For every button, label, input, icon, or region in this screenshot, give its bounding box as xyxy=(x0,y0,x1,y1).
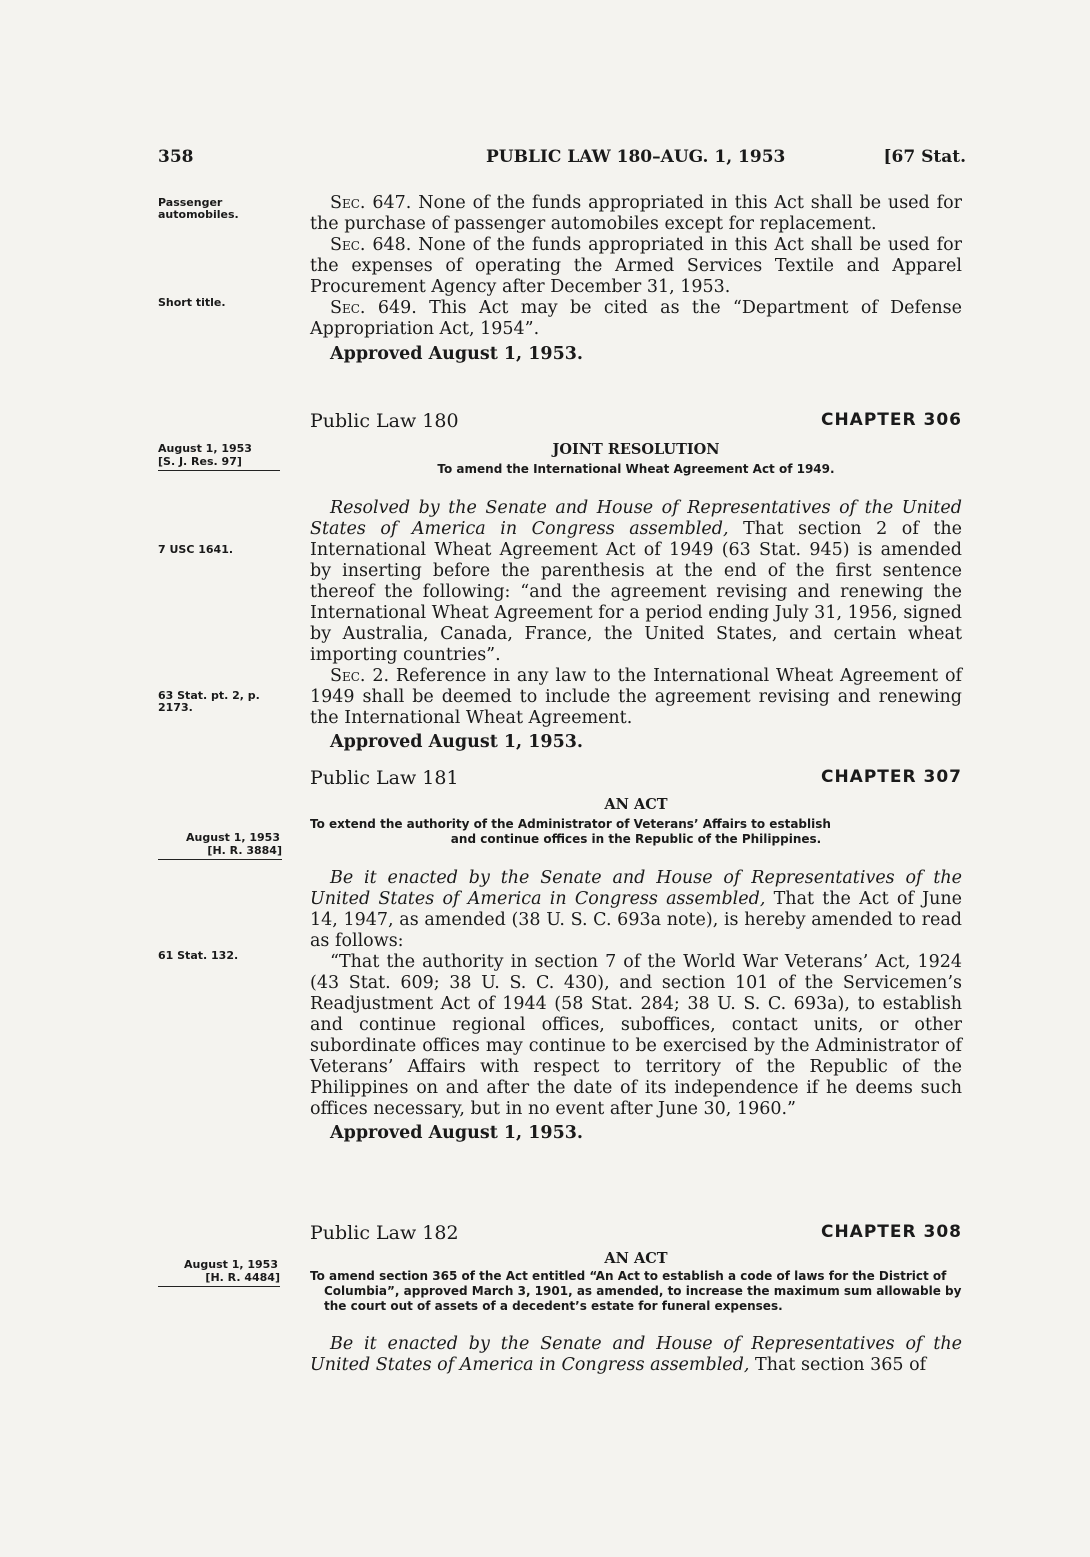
side-note-63-stat: 63 Stat. pt. 2, p. 2173. xyxy=(158,689,260,714)
section-2: Sec. 2. Reference in any law to the International Wheat Agreement of 1949 shall be deemed to include the agreement revising and renewing the International Wheat Agreement. xyxy=(310,666,962,728)
side-note-pl181-hr: [H. R. 3884] xyxy=(158,845,282,860)
approved-date: Approved August 1, 1953. xyxy=(330,732,584,752)
side-note-pl182-hr: [H. R. 4484] xyxy=(158,1272,280,1287)
document-type: AN ACT xyxy=(604,796,668,813)
enacting-clause: Be it enacted by the Senate and House of Representatives of the United States of America in Congress assembled, That the Act of June 14, 1947, as amended (38 U. S. C. 693a note), is hereby amended to read as follows: xyxy=(310,868,962,951)
approved-date: Approved August 1, 1953. xyxy=(330,344,584,364)
side-note-pl181-date: August 1, 1953 xyxy=(186,831,280,844)
public-law-181 xyxy=(310,767,962,1144)
law-number: Public Law 180 xyxy=(310,410,459,432)
document-type: JOINT RESOLUTION xyxy=(552,441,720,458)
resolving-clause: Resolved by the Senate and House of Representatives of the United States of America in Congress assembled, That section 2 of the International Wheat Agreement Act of 1949 (63 Stat. 945) is amended by inserting before the parenthesis at the end of the first sentence thereof the following: “and the agreement revising and renewing the International Wheat Agreement for a period ending July 31, 1956, signed by Australia, Canada, France, the United States, and certain wheat importing countries”. xyxy=(310,498,962,665)
chapter-number: CHAPTER 308 xyxy=(820,1222,962,1242)
purpose-clause: To amend the International Wheat Agreement Act of 1949. xyxy=(437,462,835,476)
law-number: Public Law 181 xyxy=(310,767,459,789)
purpose-clause: To amend section 365 of the Act entitled “An Act to establish a code of laws for the District of Columbia”, approved March 3, 1901, as amended, to increase the maximum sum allowable by the court out of assets of a decedent’s estate for funeral expenses. xyxy=(310,1269,962,1313)
side-note-pl182-date: August 1, 1953 xyxy=(184,1258,278,1271)
side-note-61-stat: 61 Stat. 132. xyxy=(158,949,239,962)
document-type: AN ACT xyxy=(604,1250,668,1267)
chapter-number: CHAPTER 307 xyxy=(820,767,962,787)
defense-appropriation-sections xyxy=(310,193,962,365)
law-heading xyxy=(310,767,962,793)
side-note-usc: 7 USC 1641. xyxy=(158,543,234,556)
side-note-passenger: Passenger automobiles. xyxy=(158,196,239,221)
side-note-pl180-res: [S. J. Res. 97] xyxy=(158,456,280,471)
section-648: Sec. 648. None of the funds appropriated in this Act shall be used for the expenses of operating the Armed Services Textile and Apparel Procurement Agency after December 31, 1953. xyxy=(310,235,962,297)
law-heading xyxy=(310,410,962,436)
law-number: Public Law 182 xyxy=(310,1222,459,1244)
enacting-clause: Be it enacted by the Senate and House of Representatives of the United States of America in Congress assembled, That section 365 of xyxy=(310,1334,962,1375)
section-647: Sec. 647. None of the funds appropriated in this Act shall be used for the purchase of passenger automobiles except for replacement. xyxy=(310,193,962,234)
purpose-line-1: To extend the authority of the Administrator of Veterans’ Affairs to establish xyxy=(310,817,831,831)
side-note-pl180-date: August 1, 1953 xyxy=(158,442,252,455)
section-649: Sec. 649. This Act may be cited as the “Department of Defense Appropriation Act, 1954”. xyxy=(310,298,962,339)
running-header xyxy=(158,147,966,171)
public-law-180 xyxy=(310,410,962,753)
approved-date: Approved August 1, 1953. xyxy=(330,1123,584,1143)
statute-reference: [67 Stat. xyxy=(883,147,966,167)
public-law-182 xyxy=(310,1222,962,1376)
amended-text: “That the authority in section 7 of the World War Veterans’ Act, 1924 (43 Stat. 609; 38 U. S. C. 430), and section 101 of the Servicemen’s Readjustment Act of 1944 (58 Stat. 284; 38 U. S. C. 693a), to establish and continue regional offices, suboffices, contact units, or other subordinate offices may continue to be exercised by the Administrator of Veterans’ Affairs with respect to territory of the Republic of the Philippines on and after the date of its independence if he deems such offices necessary, but in no event after June 30, 1960.” xyxy=(310,952,962,1119)
side-note-short-title: Short title. xyxy=(158,296,226,309)
page-number: 358 xyxy=(158,147,194,167)
law-heading xyxy=(310,1222,962,1248)
running-title: PUBLIC LAW 180–AUG. 1, 1953 xyxy=(486,147,786,167)
purpose-line-2: and continue offices in the Republic of the Philippines. xyxy=(450,832,822,846)
chapter-number: CHAPTER 306 xyxy=(820,410,962,430)
